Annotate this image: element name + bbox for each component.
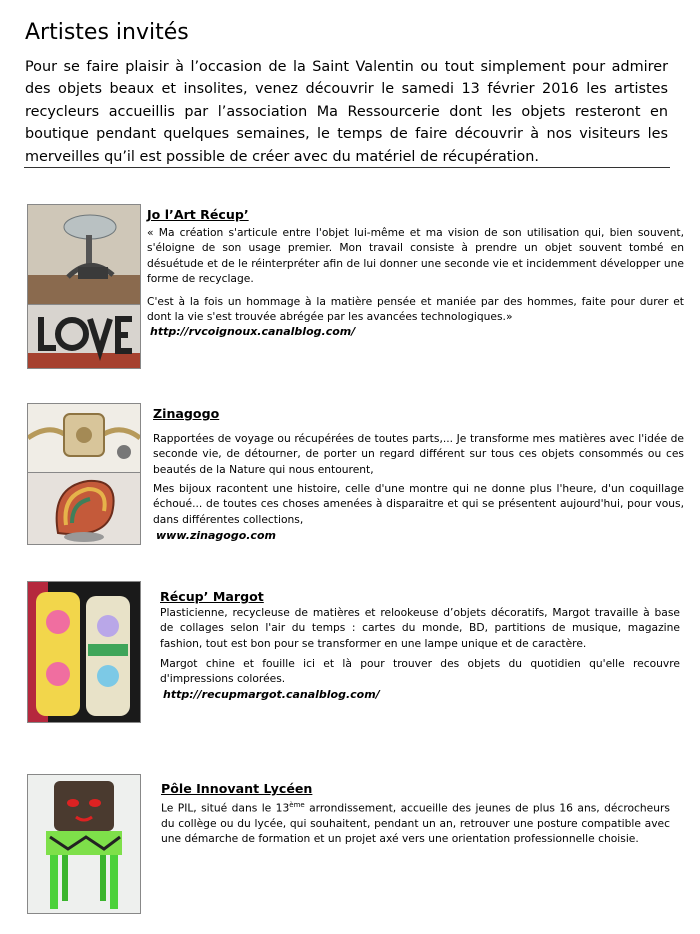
artist-description-part: arrondissement, accueille des jeunes de plus 16 ans, décrocheurs du collège ou du lycée, qui souhaitent, pendant un an, retrouver une posture compatible avec une démarche de formation et un projet axé vers une orientation professionnelle choisie. — [161, 801, 670, 846]
page-title: Artistes invités — [25, 20, 189, 45]
artist-description: « Ma création s'articule entre l'objet lui-même et ma vision de son utilisation qui, bien souvent, s'éloigne de son usage premier. Mon travail consiste à prendre un objet souvent tombé en désuétude et de le réinterpréter afin de lui donner une seconde vie et incidemment développer une forme de recyclage. — [147, 226, 684, 285]
ordinal-suffix: ème — [289, 801, 305, 809]
artist-description: Margot chine et fouille ici et là pour trouver des objets du quotidien qu'elle recouvre d'impressions colorées. — [160, 657, 680, 686]
artist-website-link[interactable]: http://rvcoignoux.canalblog.com/ — [150, 325, 356, 338]
artist-description — [161, 798, 670, 846]
artist-name: Récup’ Margot — [160, 589, 264, 604]
artist-name: Jo l’Art Récup’ — [147, 207, 249, 222]
skull-lamps-photo — [27, 581, 141, 723]
artist-description: Rapportées de voyage ou récupérées de toutes parts,... Je transforme mes matières avec l'idée de seconde vie, de détourner, de porter un regard différent sur tous ces objets consommés ou ces beautés de la Nature qui nous entourent, — [153, 432, 684, 476]
artist-name: Zinagogo — [153, 406, 220, 421]
painted-chair-photo — [27, 774, 141, 914]
artist-description-part: Le PIL, situé dans le 13 — [161, 801, 290, 815]
bracelet-photo — [27, 403, 141, 473]
artist-description: Mes bijoux racontent une histoire, celle d'une montre qui ne donne plus l'heure, d'un coquillage échoué... de toutes ces choses amenées à disparaitre et qui se présentent aujourd'hui, pour vous, dans différentes collections, — [153, 482, 684, 526]
ring-photo — [27, 472, 141, 545]
intro-paragraph: Pour se faire plaisir à l’occasion de la Saint Valentin ou tout simplement pour admirer des objets beaux et insolites, venez découvrir le samedi 13 février 2016 les artistes recycleurs accueillis par l’association Ma Ressourcerie dont les objets resteront en boutique pendant quelques semaines, le temps de faire découvrir à nos visiteurs les merveilles qu’il est possible de créer avec du matériel de récupération. — [25, 59, 668, 165]
artist-name: Pôle Innovant Lycéen — [161, 781, 313, 796]
artist-website-link[interactable]: http://recupmargot.canalblog.com/ — [163, 688, 380, 701]
artist-description: Plasticienne, recycleuse de matières et relookeuse d’objets décoratifs, Margot travaille à base de collages selon l'air du temps : cartes du monde, BD, partitions de musique, magazine fashion, tout est bon pour se transformer en une lampe unique et de caractère. — [160, 606, 680, 650]
artist-description: C'est à la fois un hommage à la matière pensée et maniée par des hommes, faite pour durer et dont la vie s'est trouvée abrégée par les avancées technologiques.» — [147, 295, 684, 324]
divider — [24, 167, 670, 168]
artist-website-link[interactable]: www.zinagogo.com — [156, 529, 276, 542]
love-letters-photo — [27, 304, 141, 369]
lamp-sculpture-photo — [27, 204, 141, 305]
